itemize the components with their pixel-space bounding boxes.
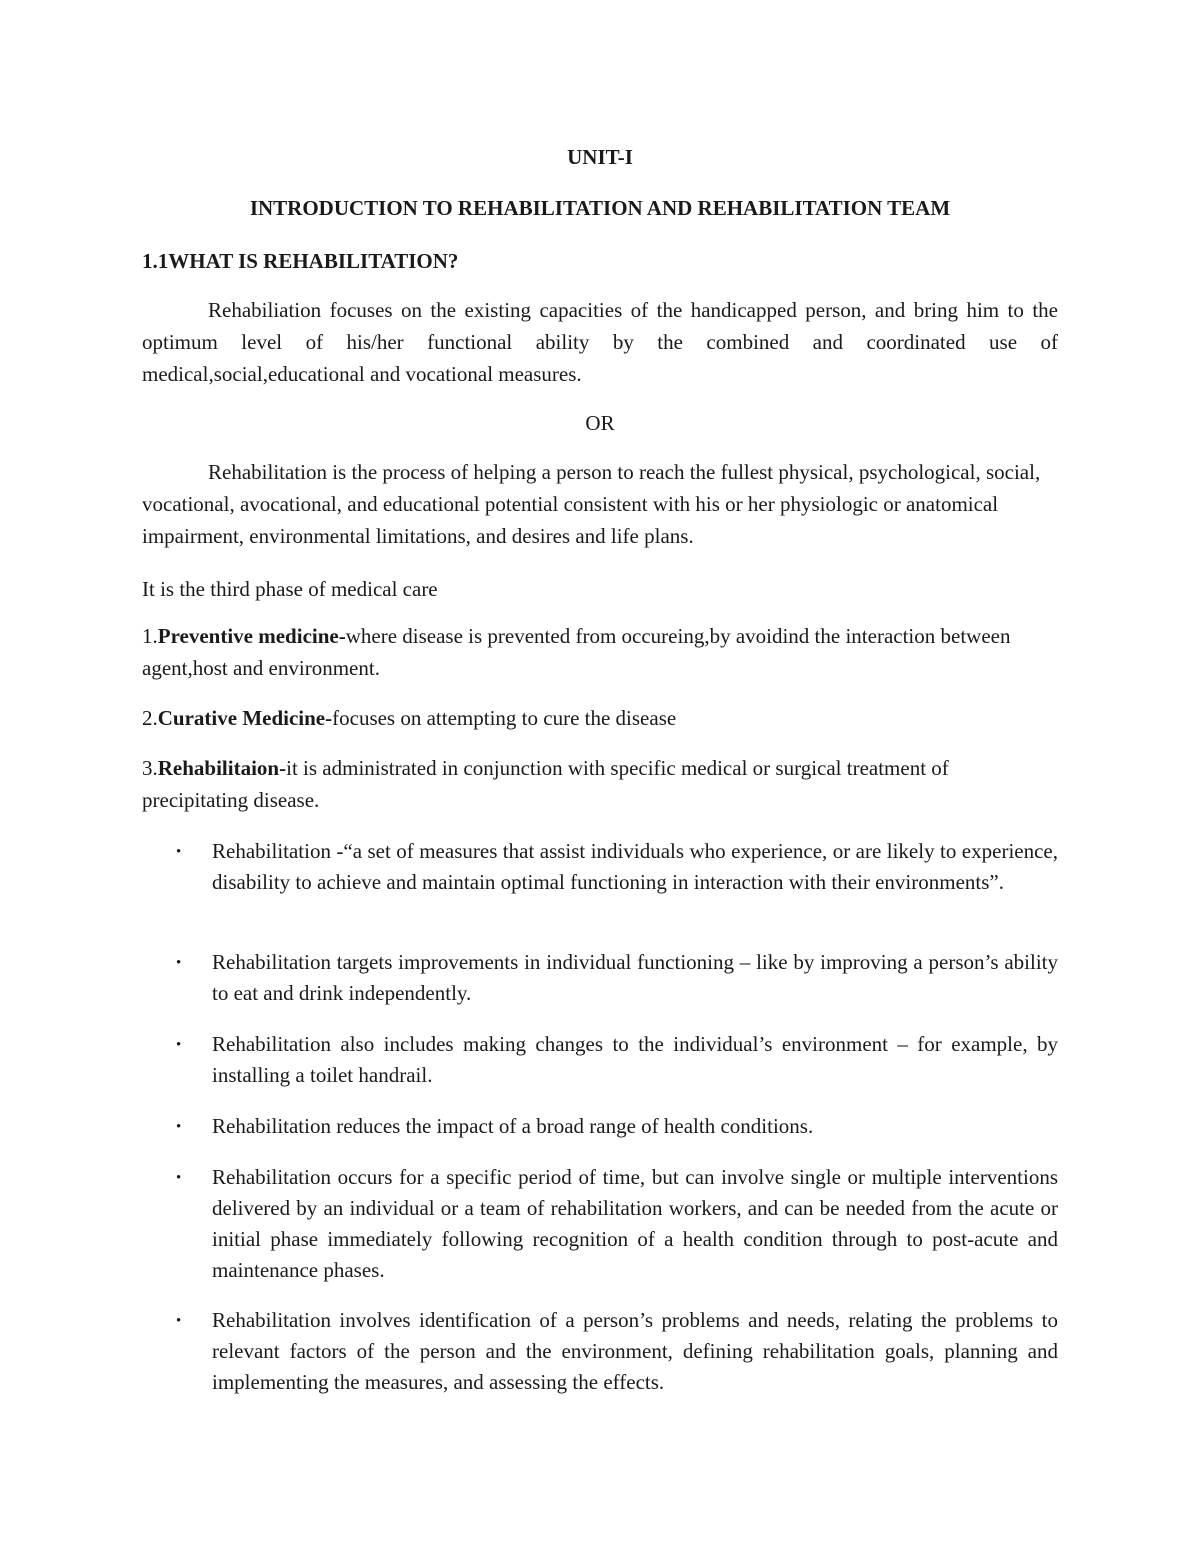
phase-number: 3. bbox=[142, 756, 158, 780]
bullet-text: Rehabilitation also includes making changes to the individual’s environment – for example, by installing a toilet handrail. bbox=[212, 1032, 1058, 1087]
bullet-text: Rehabilitation reduces the impact of a broad range of health conditions. bbox=[212, 1114, 814, 1138]
unit-heading: UNIT-I bbox=[567, 145, 633, 169]
bullet-icon: • bbox=[176, 1170, 182, 1186]
phase-text: it is administrated in conjunction with specific medical or surgical treatment of precipitating disease. bbox=[142, 756, 949, 812]
bullet-icon: • bbox=[176, 1037, 182, 1053]
bullet-text: Rehabilitation targets improvements in individual functioning – like by improving a person’s ability to eat and drink independently. bbox=[212, 950, 1058, 1005]
bullet-text: Rehabilitation occurs for a specific period of time, but can involve single or multiple interventions delivered by an individual or a team of rehabilitation workers, and can be needed from the acute or initial phase immediately following recognition of a health condition through to post-acute and maintenance phases. bbox=[212, 1165, 1058, 1282]
definition-paragraph-1: Rehabiliation focuses on the existing capacities of the handicapped person, and bring him to the optimum level of his/her functional ability by the combined and coordinated use of medical,social,educational and vocational measures. bbox=[142, 298, 1058, 386]
bullet-text: Rehabilitation -“a set of measures that assist individuals who experience, or are likely to experience, disability to achieve and maintain optimal functioning in interaction with their environments”. bbox=[212, 839, 1058, 894]
phase-text: where disease is prevented from occureing,by avoidind the interaction between agent,host and environment. bbox=[142, 624, 1011, 680]
phase-text: focuses on attempting to cure the disease bbox=[332, 706, 677, 730]
phase-term: Rehabilitaion- bbox=[157, 756, 287, 780]
definition-paragraph-2: Rehabilitation is the process of helping a person to reach the fullest physical, psychological, social, vocational, avocational, and educational potential consistent with his or her physiologic or anatomical impairment, environmental limitations, and desires and life plans. bbox=[142, 460, 1041, 548]
bullet-icon: • bbox=[176, 955, 182, 971]
phase-term: Preventive medicine- bbox=[157, 624, 346, 648]
bullet-icon: • bbox=[176, 1119, 182, 1135]
section-heading: 1.1WHAT IS REHABILITATION? bbox=[142, 249, 459, 273]
phase-item-rehabilitation bbox=[142, 752, 1058, 816]
phase-statement: It is the third phase of medical care bbox=[142, 577, 438, 601]
phase-item-curative bbox=[142, 702, 1058, 734]
bullet-text: Rehabilitation involves identification of a person’s problems and needs, relating the problems to relevant factors of the person and the environment, defining rehabilitation goals, planning and implementing the measures, and assessing the effects. bbox=[212, 1308, 1058, 1394]
phase-term: Curative Medicine- bbox=[157, 706, 333, 730]
document-page bbox=[142, 0, 1058, 1553]
document-title: INTRODUCTION TO REHABILITATION AND REHABILITATION TEAM bbox=[249, 196, 951, 220]
phase-number: 1. bbox=[142, 624, 158, 648]
bullet-icon: • bbox=[176, 1313, 182, 1329]
phase-number: 2. bbox=[142, 706, 158, 730]
phase-item-preventive bbox=[142, 620, 1058, 684]
or-separator: OR bbox=[585, 411, 615, 435]
bullet-icon: • bbox=[176, 844, 182, 860]
